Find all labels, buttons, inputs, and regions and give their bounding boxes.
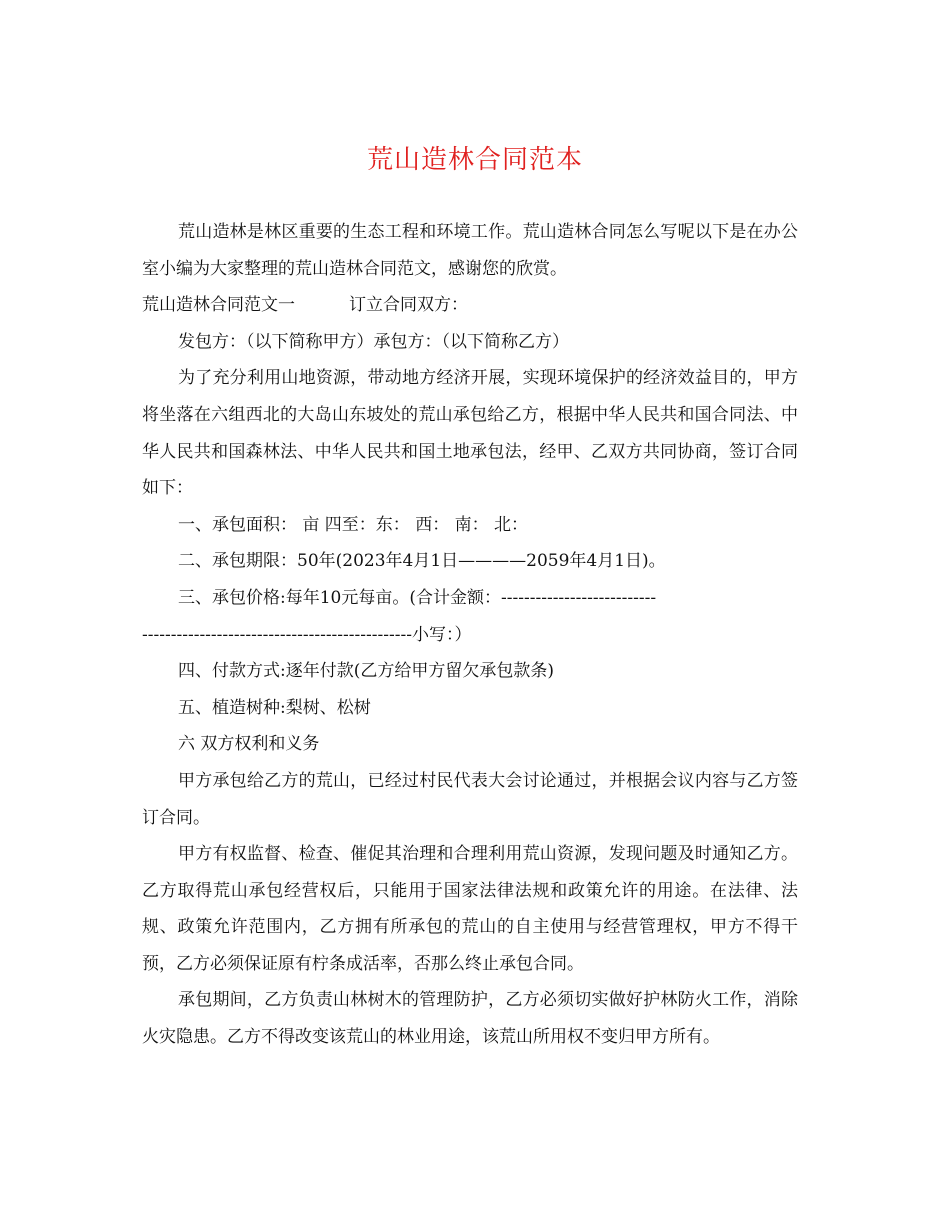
paragraph-intro: 荒山造林是林区重要的生态工程和环境工作。荒山造林合同怎么写呢以下是在办公室小编为大家整理的荒山造林合同范文，感谢您的欣赏。	[142, 222, 798, 279]
document-body	[142, 214, 798, 1056]
document-title: 荒山造林合同范本	[366, 145, 583, 175]
paragraph-contract-heading	[142, 287, 798, 324]
paragraph-clause-tree-species: 五、植造树种:梨树、松树	[178, 697, 371, 718]
contract-parties-label: 订立合同双方：	[349, 295, 468, 316]
paragraph-parties: 发包方：（以下简称甲方）承包方：（以下简称乙方）	[178, 331, 569, 352]
paragraph-protection: 承包期间，乙方负责山林树木的管理防护，乙方必须切实做好护林防火工作，消除火灾隐患。乙方不得改变该荒山的林业用途，该荒山所用权不变归甲方所有。	[142, 990, 798, 1048]
contract-sample-label: 荒山造林合同范文一	[142, 295, 295, 316]
paragraph-supervision: 甲方有权监督、检查、催促其治理和合理利用荒山资源，发现问题及时通知乙方。乙方取得荒山承包经营权后，只能用于国家法律法规和政策允许的用途。在法律、法规、政策允许范围内，乙方拥有所承包的荒山的自主使用与经营管理权，甲方不得干预，乙方必须保证原有柠条成活率，否那么终止承包合同。	[142, 844, 798, 974]
paragraph-clause-rights: 六 双方权利和义务	[178, 734, 320, 755]
paragraph-purpose: 为了充分利用山地资源，带动地方经济开展，实现环境保护的经济效益目的，甲方将坐落在六组西北的大岛山东坡处的荒山承包给乙方，根据中华人民共和国合同法、中华人民共和国森林法、中华人民共和国土地承包法，经甲、乙双方共同协商，签订合同如下：	[142, 368, 798, 499]
paragraph-clause-price-line1: 三、承包价格:每年10元每亩。(合计金额：---------------------------	[178, 587, 657, 608]
paragraph-clause-price-line2: -----------------------------------------------小写：）	[142, 624, 472, 645]
paragraph-clause-payment: 四、付款方式:逐年付款(乙方给甲方留欠承包款条)	[178, 661, 554, 682]
paragraph-clause-area: 一、承包面积： 亩 四至：东： 西： 南： 北：	[178, 514, 529, 535]
paragraph-clause-term: 二、承包期限：50年(2023年4月1日————2059年4月1日)。	[178, 551, 666, 572]
paragraph-approval: 甲方承包给乙方的荒山，已经过村民代表大会讨论通过，并根据会议内容与乙方签订合同。	[142, 770, 798, 828]
